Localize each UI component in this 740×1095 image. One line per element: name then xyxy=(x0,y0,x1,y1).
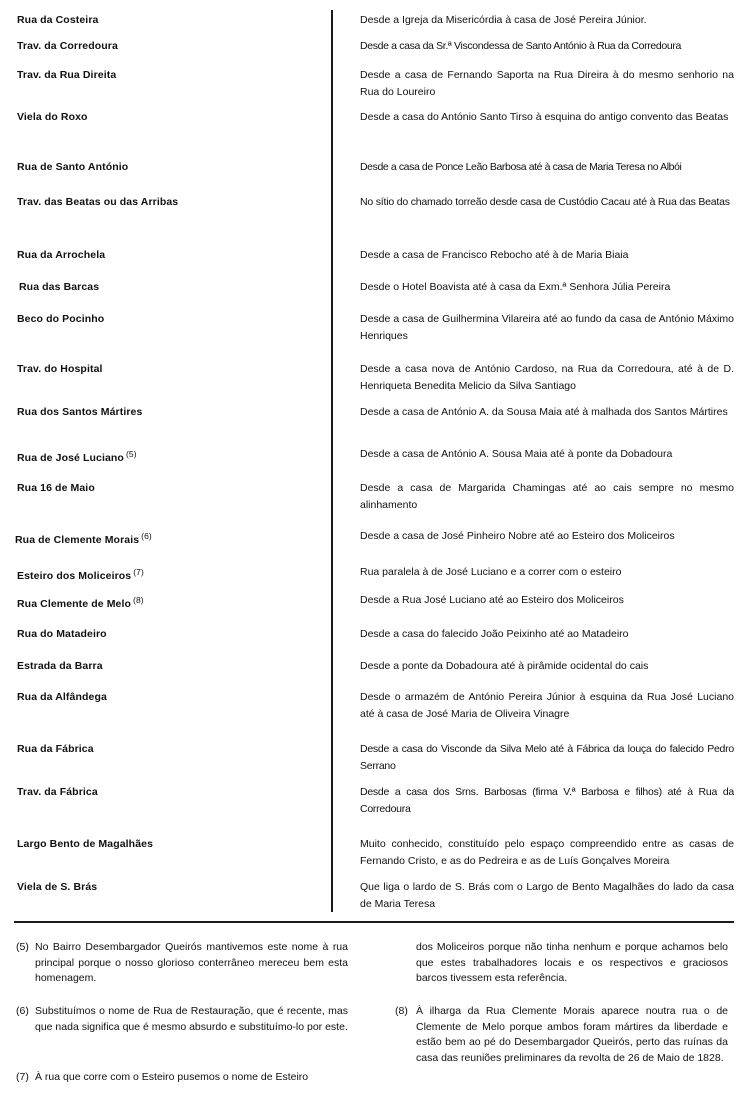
street-description: Desde a casa de Francisco Rebocho até à de Maria Biaia xyxy=(360,249,629,261)
street-name: Estrada da Barra xyxy=(17,660,103,672)
street-name: Viela do Roxo xyxy=(17,111,88,123)
street-description: Muito conhecido, constituído pelo espaço compreendido entre as casas de Fernando Cristo, e as do Pedreira e as de Luís Gonçalves Moreira xyxy=(360,838,734,867)
footnote-ref: (8) xyxy=(133,595,144,605)
street-name: Viela de S. Brás xyxy=(17,881,98,893)
street-description: Desde a casa nova de António Cardoso, na Rua da Corredoura, até à de D. Henriqueta Benedita Melicio da Silva Santiago xyxy=(360,363,734,392)
footnote-text: No Bairro Desembargador Queirós mantivemos este nome à rua principal porque o nosso glorioso conterrâneo mereceu bem esta homenagem. xyxy=(35,941,348,984)
footnote-5 xyxy=(16,940,348,987)
footnote-7-continuation: dos Moliceiros porque não tinha nenhum e porque achamos belo que estes trabalhadores locais e os respectivos e graciosos barcos tivessem esta referência. xyxy=(416,941,728,984)
footnote-text: À ilharga da Rua Clemente Morais aparece noutra rua o de Clemente de Melo porque ambos foram mártires da liberdade e estão bem ao pé do Desembargador Queirós, perto das ruínas da casa das reuniões preliminares da revolta de 26 de Maio de 1828. xyxy=(416,1005,728,1064)
footnote-number: (6) xyxy=(16,1005,29,1017)
street-name: Beco do Pocinho xyxy=(17,313,105,325)
footnote-ref: (6) xyxy=(141,531,152,541)
street-description: Desde a casa da Sr.ª Viscondessa de Santo António à Rua da Corredoura xyxy=(360,40,682,52)
street-description: Desde a casa do Visconde da Silva Melo até à Fábrica da louça do falecido Pedro Serrano xyxy=(360,743,734,772)
street-description: Desde o Hotel Boavista até à casa da Exm.ª Senhora Júlia Pereira xyxy=(360,281,671,293)
street-description: Desde a Rua José Luciano até ao Esteiro dos Moliceiros xyxy=(360,594,624,606)
column-divider xyxy=(331,10,333,912)
footnote-7 xyxy=(16,1070,348,1086)
footnote-text: À rua que corre com o Esteiro pusemos o nome de Esteiro xyxy=(35,1071,309,1083)
footnote-8 xyxy=(395,1004,728,1066)
street-name: Rua 16 de Maio xyxy=(17,482,95,494)
street-description: Que liga o lardo de S. Brás com o Largo de Bento Magalhães do lado da casa de Maria Teresa xyxy=(360,881,734,910)
street-name: Rua da Fábrica xyxy=(17,743,94,755)
street-name: Trav. do Hospital xyxy=(17,363,103,375)
footnote-6 xyxy=(16,1004,348,1035)
street-name: Trav. da Fábrica xyxy=(17,786,98,798)
street-description: No sítio do chamado torreão desde casa de Custódio Cacau até à Rua das Beatas xyxy=(360,196,730,208)
street-description: Desde a casa do António Santo Tirso à esquina do antigo convento das Beatas xyxy=(360,111,729,123)
street-description: Desde a casa de Ponce Leão Barbosa até à casa de Maria Teresa no Albói xyxy=(360,161,682,173)
street-description: Desde a casa do falecido João Peixinho até ao Matadeiro xyxy=(360,628,629,640)
street-name: Rua da Arrochela xyxy=(17,249,106,261)
street-name: Trav. das Beatas ou das Arribas xyxy=(17,196,179,208)
street-description: Desde a casa dos Srns. Barbosas (firma V.ª Barbosa e filhos) até à Rua da Corredoura xyxy=(360,786,734,815)
footnote-text: Substituímos o nome de Rua de Restauração, que é recente, mas que nada significa que é mesmo absurdo e substituímo-lo por este. xyxy=(35,1005,348,1033)
street-description: Desde a ponte da Dobadoura até à pirâmide ocidental do cais xyxy=(360,660,649,672)
street-name: Rua da Costeira xyxy=(17,14,99,26)
footnote-ref: (7) xyxy=(133,567,144,577)
street-name: Rua Clemente de Melo $^{(8)}$ xyxy=(17,595,144,610)
street-description: Desde a casa de Fernando Saporta na Rua Direira à do mesmo senhorio na Rua do Loureiro xyxy=(360,69,734,98)
street-name: Largo Bento de Magalhães xyxy=(17,838,154,850)
footnote-number: (5) xyxy=(16,941,29,953)
street-name: Rua de Santo António xyxy=(17,161,129,173)
street-name: Rua de José Luciano $^{(5)}$ xyxy=(17,449,137,464)
footnote-number: (7) xyxy=(16,1071,29,1083)
footnote-ref: (5) xyxy=(125,449,137,459)
street-description: Desde a casa de José Pinheiro Nobre até ao Esteiro dos Moliceiros xyxy=(360,530,675,542)
street-description: Desde o armazém de António Pereira Júnior à esquina da Rua José Luciano até à casa de José Maria de Oliveira Vinagre xyxy=(360,691,734,720)
street-name: Rua da Alfândega xyxy=(17,691,107,703)
street-name: Rua das Barcas xyxy=(19,281,100,293)
street-description: Desde a casa de Guilhermina Vilareira até ao fundo da casa de António Máximo Henriques xyxy=(360,313,734,342)
street-description: Desde a casa de António A. Sousa Maia até à ponte da Dobadoura xyxy=(360,448,673,460)
street-name: Trav. da Rua Direita xyxy=(17,69,117,81)
street-description: Rua paralela à de José Luciano e a correr com o esteiro xyxy=(360,566,622,578)
footnote-separator xyxy=(14,921,734,923)
footnote-number: (8) xyxy=(395,1005,408,1017)
street-name: Esteiro dos Moliceiros $^{(7)}$ xyxy=(17,567,144,582)
street-name: Trav. da Corredoura xyxy=(17,40,118,52)
street-name: Rua dos Santos Mártires xyxy=(17,406,143,418)
street-description: Desde a Igreja da Misericórdia à casa de José Pereira Júnior. xyxy=(360,14,647,26)
street-name: Rua de Clemente Morais $^{(6)}$ xyxy=(15,531,152,546)
street-description: Desde a casa de António A. da Sousa Maia até à malhada dos Santos Mártires xyxy=(360,406,728,418)
street-description: Desde a casa de Margarida Chamingas até ao cais sempre no mesmo alinhamento xyxy=(360,482,734,511)
street-name: Rua do Matadeiro xyxy=(17,628,107,640)
